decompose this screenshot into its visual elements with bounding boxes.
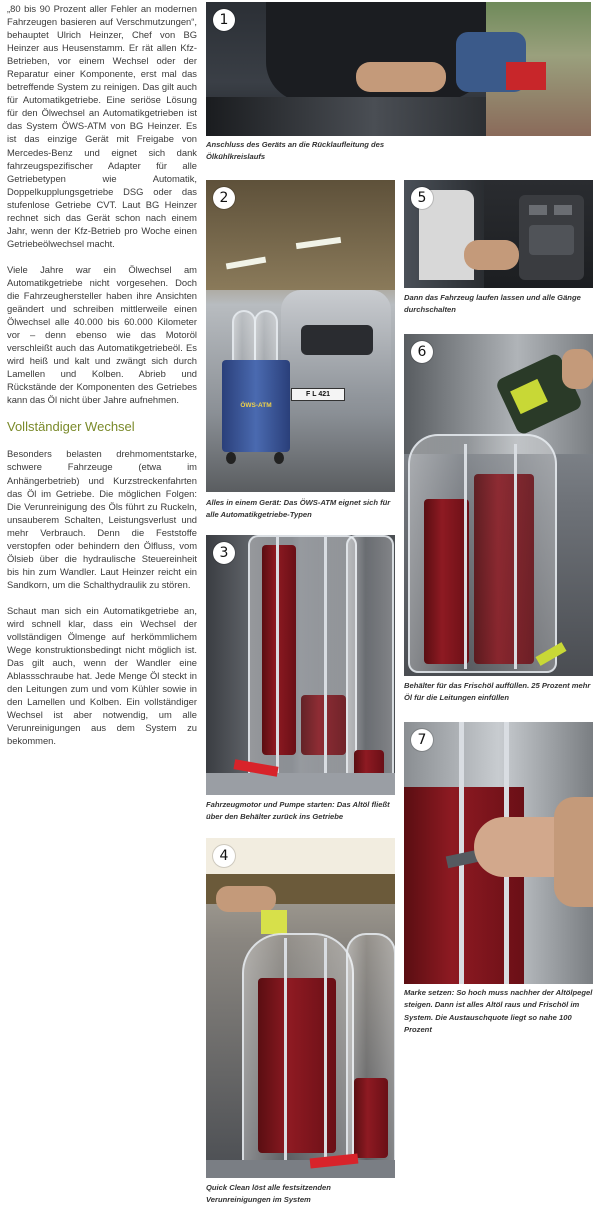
license-plate [291, 388, 345, 401]
photo-7-caption: Marke setzen: So hoch muss nachher der Altölpegel steigen. Dann ist alles Altöl raus und Frischöl im System. Die Austauschquote liegt so nahe 100 Prozent [404, 988, 593, 1035]
photo-7-level-mark [404, 722, 593, 984]
photo-5-caption: Dann das Fahrzeug laufen lassen und alle Gänge durchschalten [404, 293, 581, 315]
photo-1-caption: Anschluss des Geräts an die Rücklaufleitung des Ölkühlkreislaufs [206, 140, 385, 162]
device-label [230, 402, 282, 412]
photo-6-caption: Behälter für das Frischöl auffüllen. 25 Prozent mehr Öl für die Leitungen einfüllen [404, 681, 591, 703]
article-text-column [7, 2, 197, 760]
photo-number-badge: 4 [213, 845, 235, 867]
photo-number-badge: 1 [213, 9, 235, 31]
photo-3-pump-start [206, 535, 395, 795]
photo-5-gear-shifting [404, 180, 593, 288]
photo-1-connection [206, 2, 591, 136]
photo-2-device [206, 180, 395, 492]
photo-number-badge: 3 [213, 542, 235, 564]
photo-number-badge: 7 [411, 729, 433, 751]
paragraph-1: „80 bis 90 Prozent aller Fehler an modernen Fahrzeugen basieren auf Verschmutzungen“, behauptet Ulrich Heinzer, Chef von BG Heinzer aus Heusenstamm. Er rät allen Kfz-Betrieben, vor einem Wechsel oder der Reparatur einer Komponente, erst mal das betreffende System zu reinigen. Das gilt auch für Automatikgetriebe. Eine seriöse Lösung für den Ölwechsel an Automatikgetrieben ist das System ÖWS-ATM von BG Heinzer. Es ist das einzige Gerät mit Freigabe von Mercedes-Benz und eignet sich dank fahrzeugspezifischer Adapter für alle Getriebetypen wie Automatik, Doppelkupplungsgetriebe DSG oder das stufenlose Getriebe CVT. Laut BG Heinzer rechnet sich das Gerät schon nach einem Jahr, wenn der Kfz-Betrieb pro Woche einen Getriebeölwechsel macht. [7, 3, 197, 249]
photo-number-badge: 6 [411, 341, 433, 363]
section-heading: Vollständiger Wechsel [7, 419, 135, 435]
license-plate-text: F L 421 [306, 391, 330, 398]
paragraph-4: Schaut man sich ein Automatikgetriebe an, wird schnell klar, dass ein Wechsel der vollständigen Ölmenge auf herkömmlichem Wege konstruktionsbedingt nicht möglich ist. Das gilt auch, wenn der Wandler eine Ablassschraube hat. Jede Menge Öl steckt in den Leitungen zum und vom Kühler sowie in den Lamellen und Kolben. Ein vollständiger Wechsel ist aber notwendig, um alle Verunreinigungen aus dem System zu bekommen. [7, 604, 197, 747]
photo-3-caption: Fahrzeugmotor und Pumpe starten: Das Altöl fließt über den Behälter zurück ins Getriebe [206, 800, 390, 822]
photo-2-caption: Alles in einem Gerät: Das ÖWS-ATM eignet sich für alle Automatikgetriebe-Typen [206, 498, 391, 520]
photo-6-fresh-oil [404, 334, 593, 676]
photo-number-badge: 2 [213, 187, 235, 209]
device-label-text: ÖWS-ATM [240, 402, 272, 409]
photo-4-quick-clean [206, 838, 395, 1178]
paragraph-2: Viele Jahre war ein Ölwechsel am Automatikgetriebe nicht vorgesehen. Doch die Fahrzeughersteller haben ihre Ansichten geändert und schreiben mittlerweile einen Ölwechsel alle 40.000 bis 60.000 Kilometer vor – denn ebenso wie das Motoröl verschleißt auch das Automatikgetriebeöl. Es wird heiß und kalt und zwängt sich durch Lamellen und Kolben. Abrieb und Rückstände der Komponenten des Getriebes kann das Öl nicht über Jahre aufnehmen. [7, 263, 197, 406]
paragraph-3: Besonders belasten drehmomentstarke, schwere Fahrzeuge (etwa im Anhängerbetrieb) und Kurzstreckenfahrten das Öl im Getriebe. Die möglichen Folgen: Die Verunreinigung des Öls führt zu Ruckeln, unsauberem Schalten, Leistungsverlust und mehr Verbrauch. Denn die Feststoffe verstopfen oder behindern den Ölfluss, vom Ölsieb über die hydraulische Steuereinheit bis hin zum Wandler. Laut Heinzer reicht ein Sandkorn, um die Schalthydraulik zu stören. [7, 448, 197, 590]
photo-number-badge: 5 [411, 187, 433, 209]
photo-4-caption: Quick Clean löst alle festsitzenden Verunreinigungen im System [206, 1183, 331, 1205]
